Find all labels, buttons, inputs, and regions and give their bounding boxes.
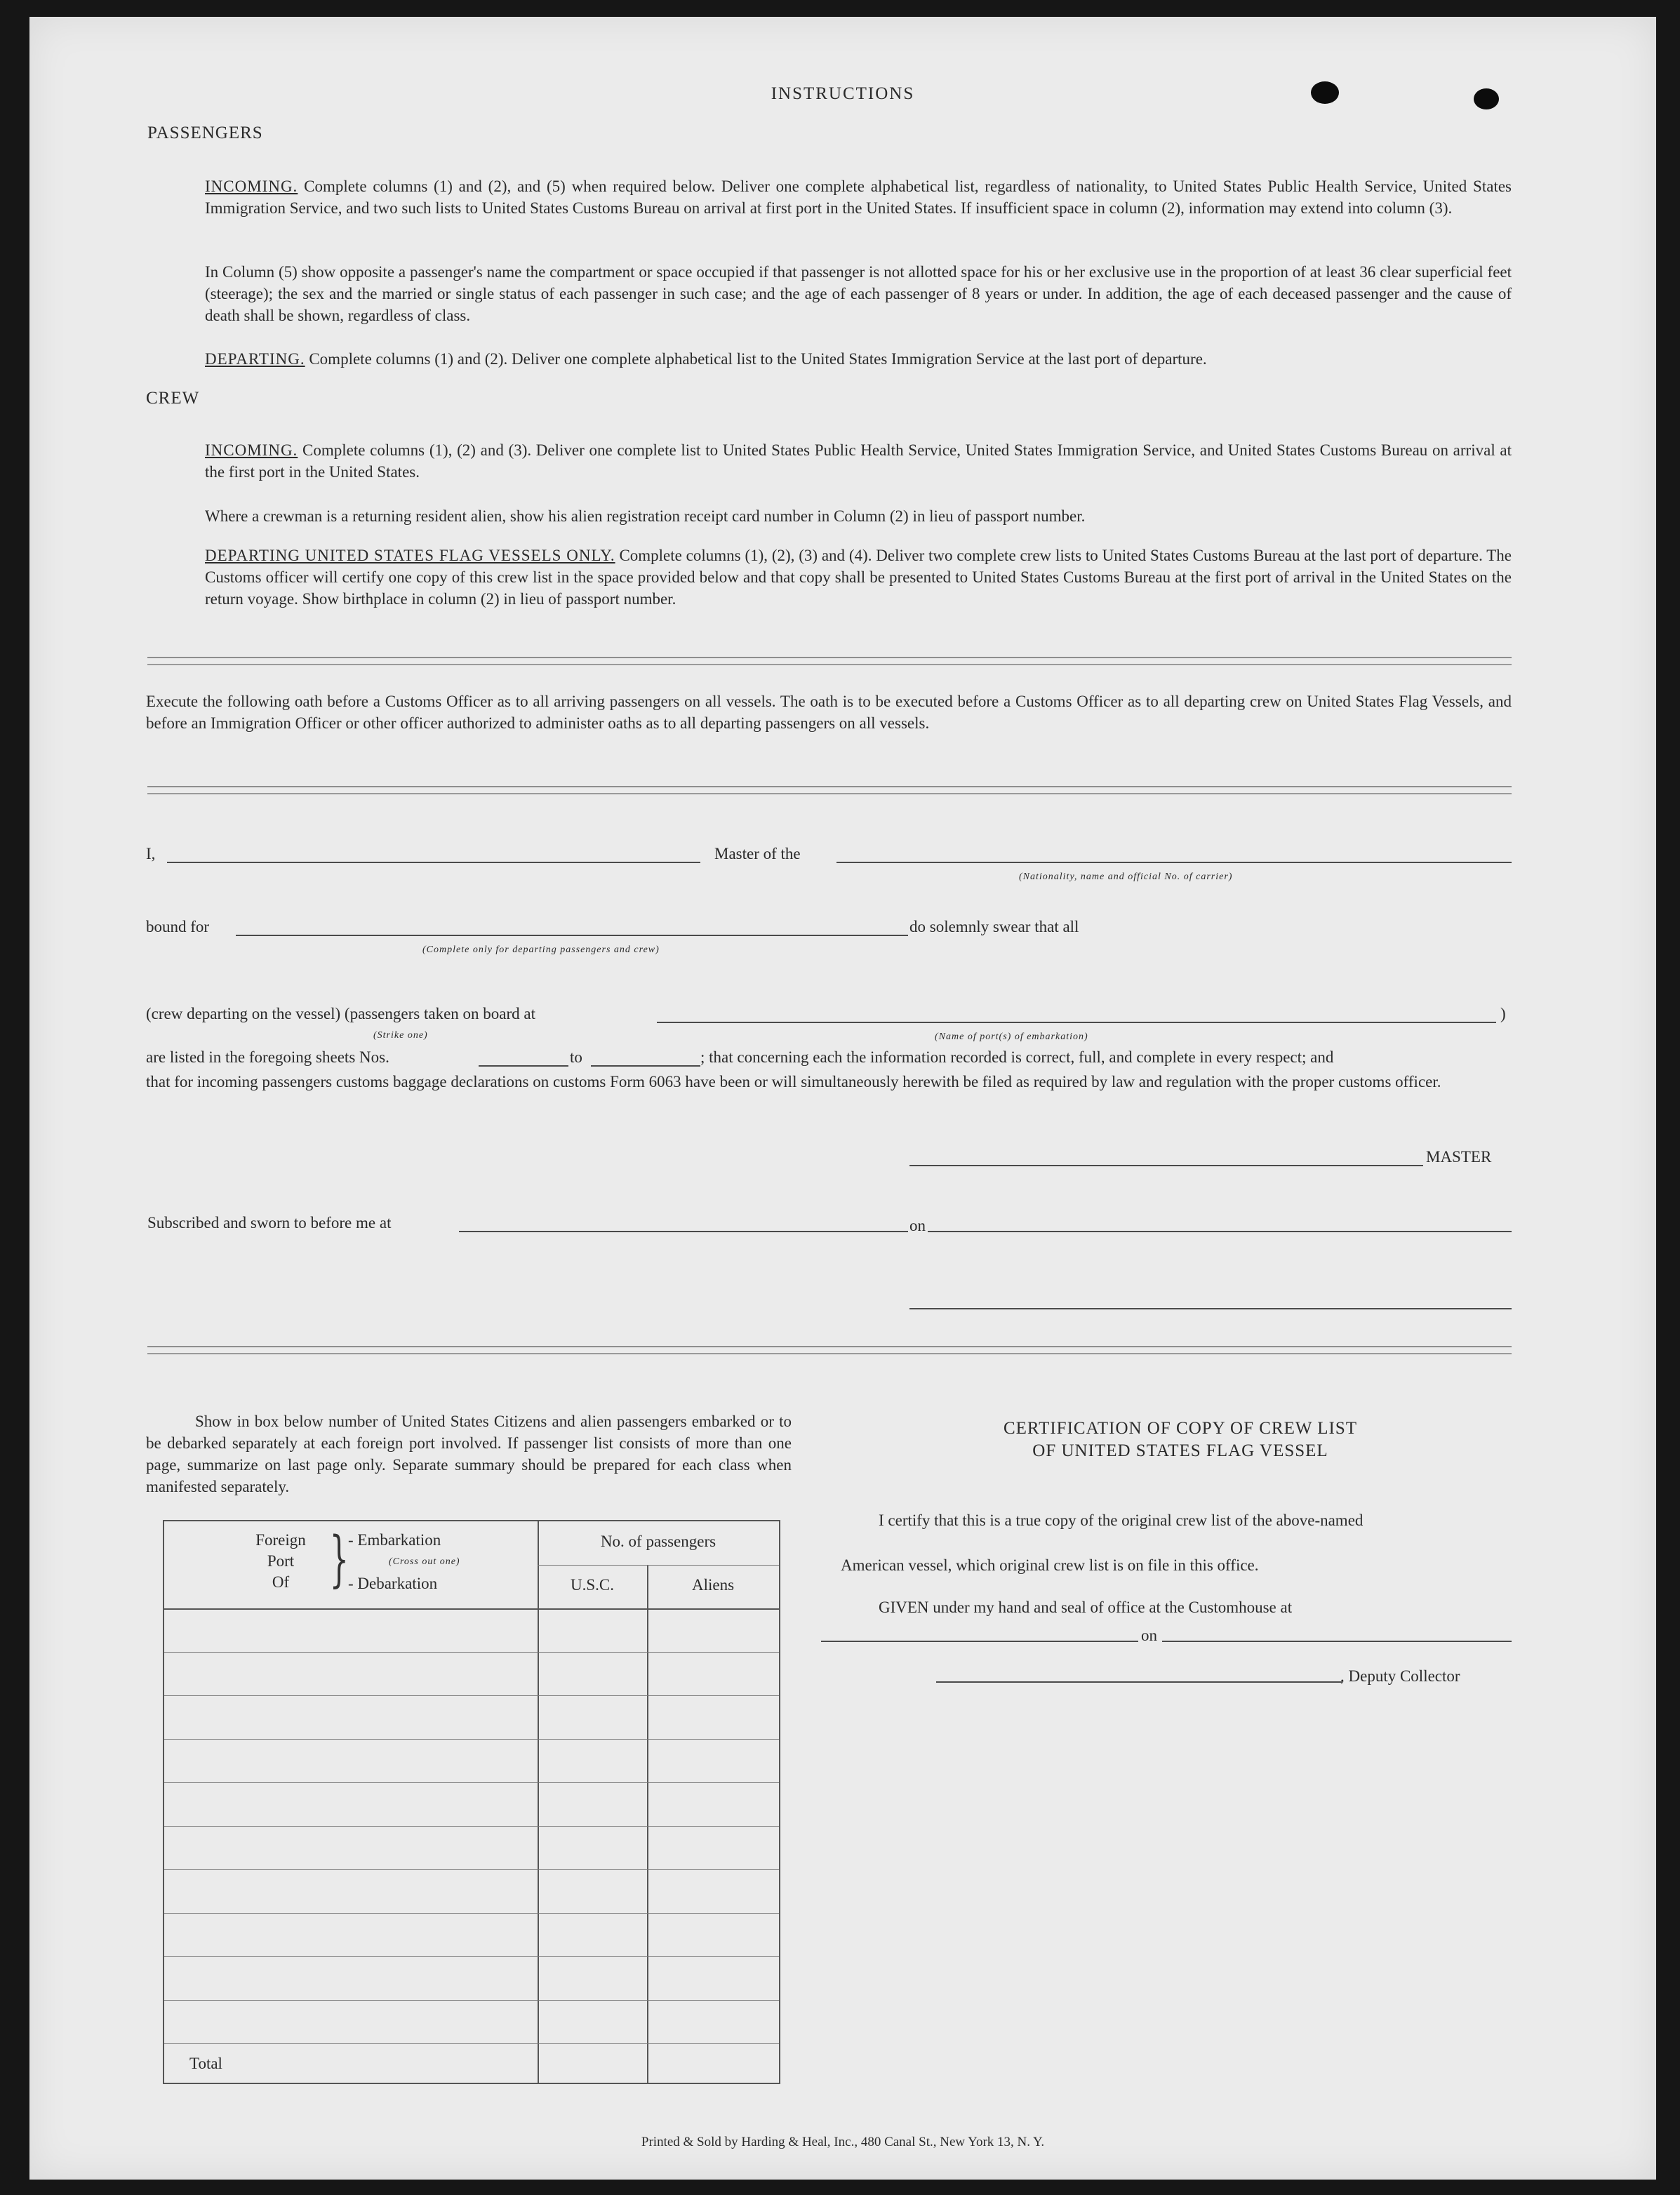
summary-body: Show in box below number of United States Citizens and alien passengers embarked or to be debarked separately at each foreign port involved. If passenger list consists of more than one page, summarize on last page only. Separate summary should be prepared for each class when manifested separately.	[146, 1413, 792, 1495]
master-name-field[interactable]	[167, 862, 700, 863]
divider	[147, 793, 1512, 794]
printer-credit: Printed & Sold by Harding & Heal, Inc., 480 Canal St., New York 13, N. Y.	[641, 2135, 1045, 2149]
american-text: American vessel, which original crew list is on file in this office.	[841, 1556, 1259, 1574]
subscribed-label: Subscribed and sworn to before me at	[147, 1214, 392, 1232]
sheets-label: are listed in the foregoing sheets Nos.	[146, 1048, 389, 1066]
table-divider	[538, 1521, 539, 2083]
officer-signature-field[interactable]	[909, 1308, 1512, 1309]
crew-departing-body: Complete columns (1), (2), (3) and (4). Deliver two complete crew lists to United States Customs Bureau at the last port of departure. The Customs officer will certify one copy of this crew list in the space provided below and that copy shall be presented to United States Customs Bureau at the first port of arrival in the United States on the return voyage. Show birthplace in column (2) in lieu of passport number.	[205, 547, 1512, 608]
col-of: Of	[272, 1573, 290, 1591]
concerning-text: ; that concerning each the information recorded is correct, full, and complete in every respect; and	[700, 1048, 1334, 1066]
passengers-departing-body: Complete columns (1) and (2). Deliver one complete alphabetical list to the United States Immigration Service at the last port of departure.	[309, 350, 1207, 368]
embarkation-label: - Embarkation	[348, 1531, 441, 1549]
table-row	[164, 2000, 779, 2001]
divider	[147, 786, 1512, 787]
master-label: MASTER	[1426, 1148, 1492, 1166]
brace-icon: }	[329, 1524, 349, 1594]
crew-heading: CREW	[146, 389, 200, 408]
customhouse-place-field[interactable]	[821, 1641, 1138, 1642]
deputy-label: , Deputy Collector	[1340, 1667, 1460, 1685]
total-label: Total	[189, 2055, 222, 2072]
sheet-from-field[interactable]	[479, 1065, 568, 1067]
form-sheet	[29, 17, 1656, 2180]
customs-text: that for incoming passengers customs baggage declarations on customs Form 6063 have been or will simultaneously herewith be filed as required by law and regulation with the proper customs officer.	[146, 1073, 1441, 1090]
table-row	[164, 1695, 779, 1696]
page-title: INSTRUCTIONS	[771, 84, 915, 103]
passengers-incoming-body: Complete columns (1) and (2), and (5) when required below. Deliver one complete alphabetical list, regardless of nationality, to United States Public Health Service, United States Immigration Service, and two such lists to United States Customs Bureau on arrival at first port in the United States. If insufficient space in column (2), information may extend into column (3).	[205, 178, 1512, 217]
passengers-incoming-lead: INCOMING.	[205, 178, 298, 195]
cross-out-caption: (Cross out one)	[389, 1556, 460, 1567]
certification-on-label: on	[1141, 1627, 1157, 1644]
crew-resident-text	[205, 505, 1512, 527]
table-row	[164, 1739, 779, 1740]
passengers-heading: PASSENGERS	[147, 124, 263, 142]
table-row	[164, 1826, 779, 1827]
to-label: to	[570, 1048, 582, 1066]
certify-text: I certify that this is a true copy of the original crew list of the above-named	[879, 1512, 1364, 1529]
bound-for-label: bound for	[146, 918, 210, 935]
passengers-incoming-text	[205, 175, 1512, 219]
usc-header: U.S.C.	[571, 1576, 614, 1594]
sheet-to-field[interactable]	[591, 1065, 700, 1067]
deputy-signature-field[interactable]	[936, 1681, 1342, 1683]
crew-departing-lead: DEPARTING UNITED STATES FLAG VESSELS ONLY.	[205, 547, 615, 564]
swear-label: do solemnly swear that all	[909, 918, 1079, 935]
embarkation-port-field[interactable]	[657, 1022, 1496, 1023]
nationality-caption: (Nationality, name and official No. of carrier)	[1019, 872, 1233, 882]
table-divider	[647, 1565, 648, 2083]
divider	[147, 1346, 1512, 1347]
master-signature-field[interactable]	[909, 1165, 1423, 1166]
passengers-departing-lead: DEPARTING.	[205, 350, 305, 368]
table-row	[164, 1913, 779, 1914]
no-passengers-header: No. of passengers	[600, 1533, 716, 1550]
certification-title-2: OF UNITED STATES FLAG VESSEL	[1032, 1441, 1328, 1460]
crew-departing-label: (crew departing on the vessel) (passengers taken on board at	[146, 1005, 535, 1022]
subscribed-on-label: on	[909, 1217, 926, 1234]
divider	[147, 657, 1512, 658]
given-text: GIVEN under my hand and seal of office at the Customhouse at	[879, 1599, 1293, 1616]
subscribed-date-field[interactable]	[928, 1231, 1512, 1232]
crew-incoming-text	[205, 439, 1512, 483]
table-row	[164, 1869, 779, 1870]
bound-for-field[interactable]	[236, 935, 908, 936]
oath-i-label: I,	[146, 845, 156, 862]
table-row	[164, 1782, 779, 1783]
master-of-label: Master of the	[714, 845, 801, 862]
bound-for-caption: (Complete only for departing passengers and crew)	[422, 945, 660, 955]
passengers-column5-body: In Column (5) show opposite a passenger's name the compartment or space occupied if that passenger is not allotted space for his or her exclusive use in the proportion of at least 36 clear superficial feet (steerage); the sex and the married or single status of each passenger in such case; and the age of each passenger of 8 years or under. In addition, the age of each deceased passenger and the cause of death shall be shown, regardless of class.	[205, 263, 1512, 324]
close-paren: )	[1500, 1005, 1506, 1022]
port-caption: (Name of port(s) of embarkation)	[935, 1032, 1088, 1042]
crew-resident-body: Where a crewman is a returning resident alien, show his alien registration receipt card number in Column (2) in lieu of passport number.	[205, 507, 1086, 525]
oath-intro: Execute the following oath before a Customs Officer as to all arriving passengers on all vessels. The oath is to be executed before a Customs Officer as to all departing crew on United States Flag Vessels, and before an Immigration Officer or other officer authorized to administer oaths as to all departing passengers on all vessels.	[146, 693, 1512, 732]
strike-caption: (Strike one)	[373, 1030, 428, 1041]
table-divider	[164, 1608, 779, 1610]
passengers-departing-text	[205, 348, 1512, 370]
certification-date-field[interactable]	[1162, 1641, 1512, 1642]
passengers-column5-text	[205, 261, 1512, 326]
col-foreign: Foreign	[255, 1531, 306, 1549]
crew-incoming-lead: INCOMING.	[205, 441, 298, 459]
certification-title-1: CERTIFICATION OF COPY OF CREW LIST	[1003, 1419, 1358, 1438]
summary-text	[146, 1410, 792, 1497]
table-divider	[538, 1565, 779, 1566]
carrier-field[interactable]	[836, 862, 1512, 863]
table-row	[164, 1652, 779, 1653]
crew-departing-text	[205, 545, 1512, 610]
divider	[147, 1353, 1512, 1354]
passenger-summary-table	[163, 1520, 780, 2084]
crew-incoming-body: Complete columns (1), (2) and (3). Deliver one complete list to United States Public Health Service, United States Immigration Service, and United States Customs Bureau on arrival at the first port in the United States.	[205, 441, 1512, 481]
col-port: Port	[267, 1552, 295, 1570]
table-row	[164, 1956, 779, 1957]
divider	[147, 664, 1512, 665]
subscribed-place-field[interactable]	[459, 1231, 908, 1232]
aliens-header: Aliens	[691, 1576, 735, 1594]
debarkation-label: - Debarkation	[348, 1575, 438, 1592]
table-row	[164, 2043, 779, 2044]
